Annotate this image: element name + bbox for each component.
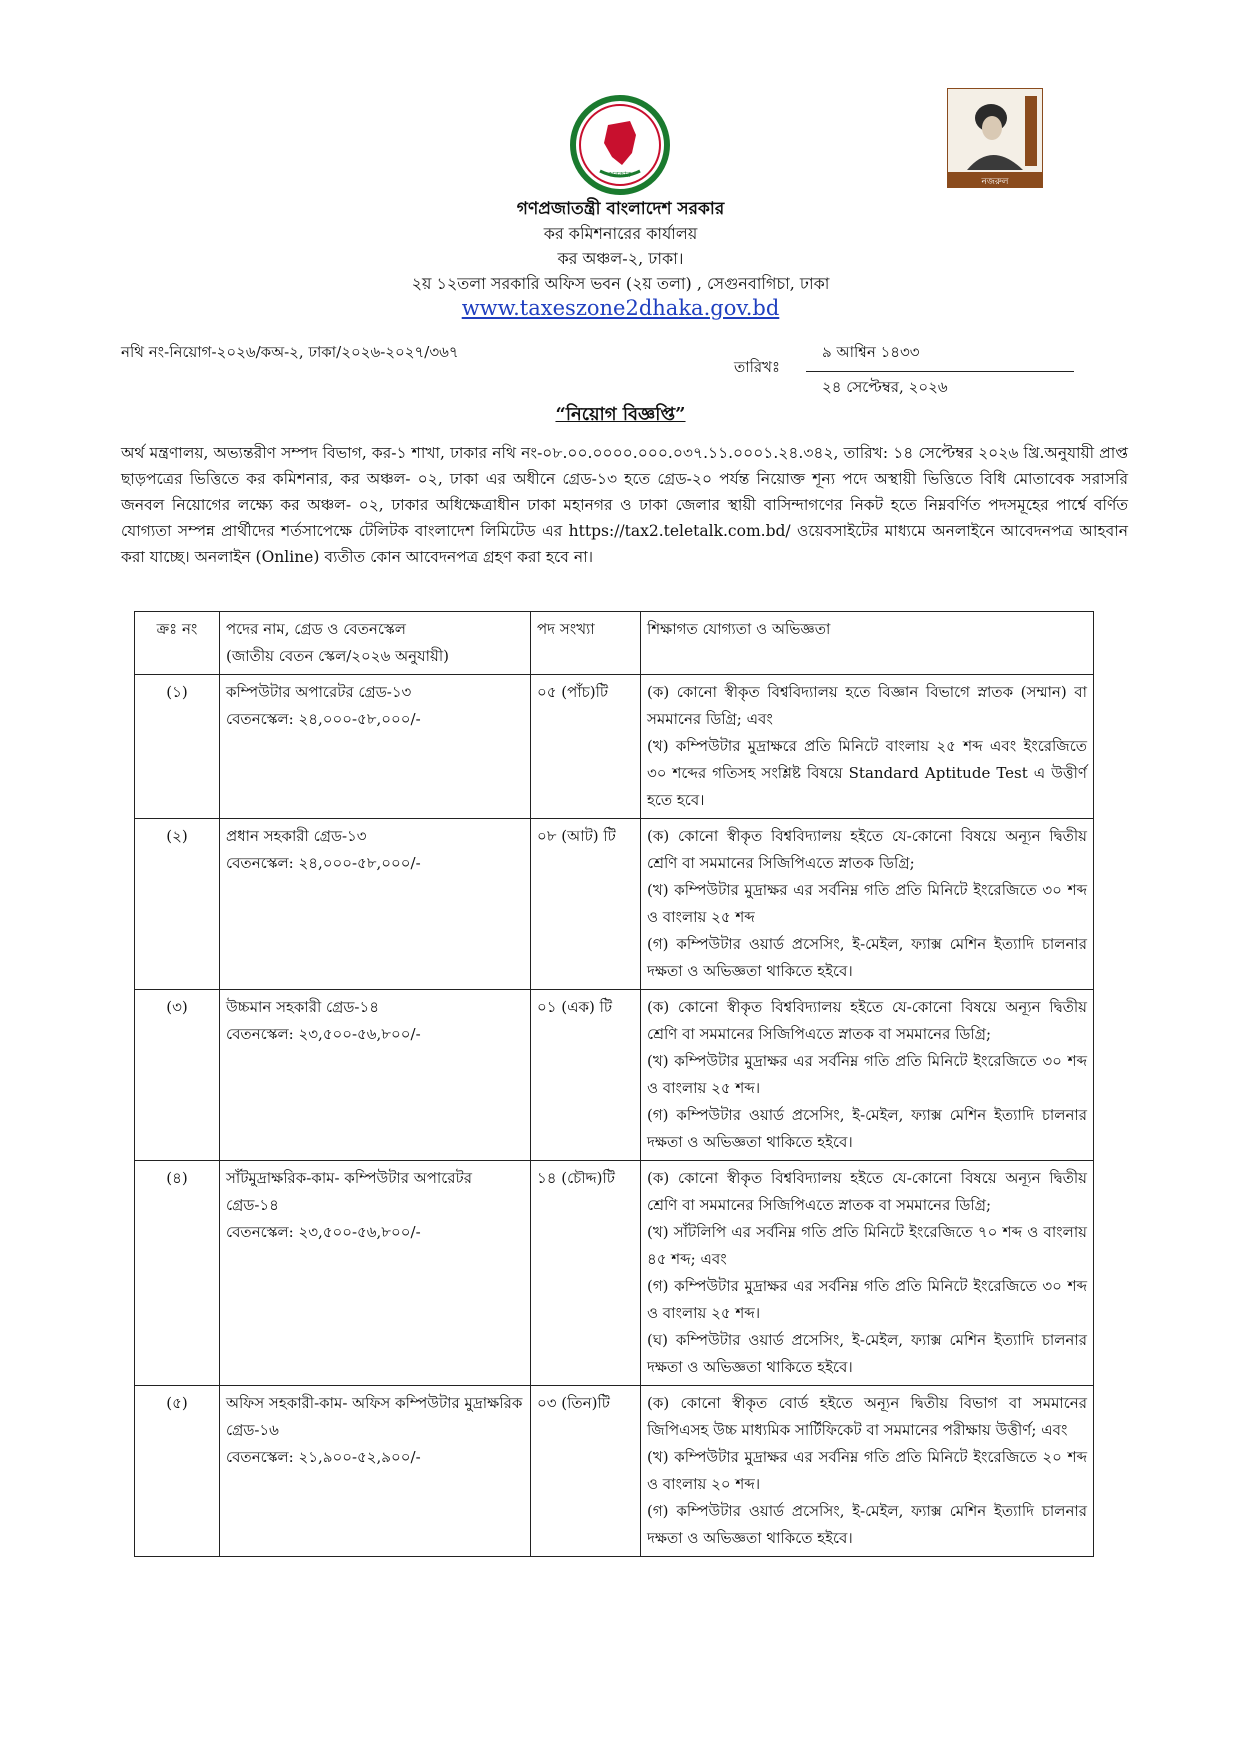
post-line: উচ্চমান সহকারী গ্রেড-১৪ [226, 998, 379, 1016]
post-line: বেতনস্কেল: ২১,৯০০-৫২,৯০০/- [226, 1448, 421, 1466]
date-divider [806, 371, 1074, 372]
table-row [135, 1161, 1094, 1386]
post-line: গ্রেড-১৬ [226, 1421, 279, 1439]
table-row [135, 990, 1094, 1161]
notice-title [0, 400, 1241, 431]
row-count: ০৩ (তিন)টি [531, 1386, 641, 1557]
post-line: বেতনস্কেল: ২৪,০০০-৫৮,০০০/- [226, 710, 421, 728]
qualification-item: (ক) কোনো স্বীকৃত বিশ্ববিদ্যালয় হতে বিজ্ঞান বিভাগে স্নাতক (সম্মান) বা সমমানের ডিগ্রি; এবং [647, 683, 1087, 728]
row-serial: (৩) [135, 990, 220, 1161]
qualification-item: (ক) কোনো স্বীকৃত বিশ্ববিদ্যালয় হইতে যে-কোনো বিষয়ে অন্যূন দ্বিতীয় শ্রেণি বা সমমানের সিজিপিএতে স্নাতক ডিগ্রি; [647, 827, 1087, 872]
table-row [135, 1386, 1094, 1557]
date-bangla: ৯ আশ্বিন ১৪৩৩ [822, 343, 920, 361]
row-serial: (৫) [135, 1386, 220, 1557]
qualification-item: (ঘ) কম্পিউটার ওয়ার্ড প্রসেসিং, ই-মেইল, ফ্যাক্স মেশিন ইত্যাদি চালনার দক্ষতা ও অভিজ্ঞতা থাকিতে হইবে। [647, 1331, 1087, 1376]
qualification-item: (গ) কম্পিউটার ওয়ার্ড প্রসেসিং, ই-মেইল, ফ্যাক্স মেশিন ইত্যাদি চালনার দক্ষতা ও অভিজ্ঞতা থাকিতে হইবে। [647, 1502, 1087, 1547]
office-address: ২য় ১২তলা সরকারি অফিস ভবন (২য় তলা) , সেগুনবাগিচা, ঢাকা [411, 274, 830, 293]
post-line: প্রধান সহকারী গ্রেড-১৩ [226, 827, 367, 845]
post-line: বেতনস্কেল: ২৩,৫০০-৫৬,৮০০/- [226, 1025, 421, 1043]
qualification-item: (খ) কম্পিউটার মুদ্রাক্ষর এর সর্বনিম্ন গতি প্রতি মিনিটে ইংরেজিতে ৩০ শব্দ ও বাংলায় ২৫ শব্দ [647, 881, 1087, 926]
qualification-item: (খ) কম্পিউটার মুদ্রাক্ষর এর সর্বনিম্ন গতি প্রতি মিনিটে ইংরেজিতে ৩০ শব্দ ও বাংলায় ২৫ শব্দ। [647, 1052, 1087, 1097]
table-row [135, 675, 1094, 819]
header-post [220, 612, 531, 675]
post-line: সাঁটমুদ্রাক্ষরিক-কাম- কম্পিউটার অপারেটর গ্রেড-১৪ [226, 1169, 472, 1214]
row-serial: (১) [135, 675, 220, 819]
office-name: কর কমিশনারের কার্যালয় [543, 224, 698, 243]
row-post [220, 1386, 531, 1557]
portrait-logo-text: নজরুল [981, 177, 1009, 187]
row-serial: (৪) [135, 1161, 220, 1386]
row-qualification [641, 819, 1094, 990]
qualification-item: (খ) সাঁটলিপি এর সর্বনিম্ন গতি প্রতি মিনিটে ইংরেজিতে ৭০ শব্দ ও বাংলায় ৪৫ শব্দ; এবং [647, 1223, 1087, 1268]
post-line: বেতনস্কেল: ২৩,৫০০-৫৬,৮০০/- [226, 1223, 421, 1241]
row-post [220, 675, 531, 819]
qualification-item: (ক) কোনো স্বীকৃত বোর্ড হইতে অন্যূন দ্বিতীয় বিভাগ বা সমমানের জিপিএসহ উচ্চ মাধ্যমিক সার্টিফিকেট বা সমমানের পরীক্ষায় উত্তীর্ণ; এবং [647, 1394, 1087, 1439]
qualification-item: (গ) কম্পিউটার ওয়ার্ড প্রসেসিং, ই-মেইল, ফ্যাক্স মেশিন ইত্যাদি চালনার দক্ষতা ও অভিজ্ঞতা থাকিতে হইবে। [647, 935, 1087, 980]
intro-paragraph: অর্থ মন্ত্রণালয়, অভ্যন্তরীণ সম্পদ বিভাগ, কর-১ শাখা, ঢাকার নথি নং-০৮.০০.০০০০.০০০.০৩৭.১১.০০০১.২৪.৩৪২, তারিখ: ১৪ সেপ্টেম্বর ২০২৬ খ্রি.অনুযায়ী প্রাপ্ত ছাড়পত্রের ভিত্তিতে কর কমিশনার, কর অঞ্চল- ০২, ঢাকা এর অধীনে গ্রেড-১৩ হতে গ্রেড-২০ পর্যন্ত নিয়োক্ত শূন্য পদে অস্থায়ী ভিত্তিতে বিধি মোতাবেক সরাসরি জনবল নিয়োগের লক্ষ্যে কর অঞ্চল- ০২, ঢাকার অধিক্ষেত্রাধীন ঢাকা মহানগর ও ঢাকা জেলার স্থায়ী বাসিন্দাগণের নিকট হতে নিম্নবর্ণিত পদসমূহের পার্শ্বে বর্ণিত যোগ্যতা সম্পন্ন প্রার্থীদের শর্তসাপেক্ষে টেলিটক বাংলাদেশ লিমিটেড এর https://tax2.teletalk.com.bd/ ওয়েবসাইটের মাধ্যমে অনলাইনে আবেদনপত্র আহবান করা যাচ্ছে। অনলাইন (Online) ব্যতীত কোন আবেদনপত্র গ্রহণ করা হবে না। [121, 444, 1128, 566]
govt-name: গণপ্রজাতন্ত্রী বাংলাদেশ সরকার [516, 199, 725, 219]
notice-title-text: “নিয়োগ বিজ্ঞপ্তি” [555, 404, 686, 425]
memo-number: নথি নং-নিয়োগ-২০২৬/কঅ-২, ঢাকা/২০২৬-২০২৭/৩৬৭ [121, 343, 459, 361]
row-count: ০৮ (আট) টি [531, 819, 641, 990]
header-qual: শিক্ষাগত যোগ্যতা ও অভিজ্ঞতা [641, 612, 1094, 675]
zone-name: কর অঞ্চল-২, ঢাকা। [557, 249, 684, 268]
qualification-item: (গ) কম্পিউটার ওয়ার্ড প্রসেসিং, ই-মেইল, ফ্যাক্স মেশিন ইত্যাদি চালনার দক্ষতা ও অভিজ্ঞতা থাকিতে হইবে। [647, 1106, 1087, 1151]
qualification-item: (ক) কোনো স্বীকৃত বিশ্ববিদ্যালয় হইতে যে-কোনো বিষয়ে অন্যূন দ্বিতীয় শ্রেণি বা সমমানের সিজিপিএতে স্নাতক বা সমমানের ডিগ্রি; [647, 998, 1087, 1043]
table-row [135, 819, 1094, 990]
website-link[interactable]: www.taxeszone2dhaka.gov.bd [461, 296, 780, 320]
row-count: ১৪ (চৌদ্দ)টি [531, 1161, 641, 1386]
row-count: ০৫ (পাঁচ)টি [531, 675, 641, 819]
govt-seal-icon [570, 95, 670, 195]
post-line: বেতনস্কেল: ২৪,০০০-৫৮,০০০/- [226, 854, 421, 872]
qualification-item: (খ) কম্পিউটার মুদ্রাক্ষর এর সর্বনিম্ন গতি প্রতি মিনিটে ইংরেজিতে ২০ শব্দ ও বাংলায় ২০ শব্দ। [647, 1448, 1087, 1493]
table-header-row [135, 612, 1094, 675]
posts-table [134, 611, 1094, 1557]
post-line: কম্পিউটার অপারেটর গ্রেড-১৩ [226, 683, 412, 701]
row-serial: (২) [135, 819, 220, 990]
row-count: ০১ (এক) টি [531, 990, 641, 1161]
row-qualification [641, 1161, 1094, 1386]
row-post [220, 819, 531, 990]
post-line: অফিস সহকারী-কাম- অফিস কম্পিউটার মুদ্রাক্ষরিক [226, 1394, 523, 1412]
qualification-item: (গ) কম্পিউটার মুদ্রাক্ষর এর সর্বনিম্ন গতি প্রতি মিনিটে ইংরেজিতে ৩০ শব্দ ও বাংলায় ২৫ শব্দ। [647, 1277, 1087, 1322]
seal-text: সরকার [608, 170, 632, 179]
row-post [220, 1161, 531, 1386]
portrait-logo-icon [947, 88, 1043, 188]
header-post-title: পদের নাম, গ্রেড ও বেতনস্কেল [226, 620, 406, 638]
row-qualification [641, 990, 1094, 1161]
header-post-sub: (জাতীয় বেতন স্কেল/২০২৬ অনুযায়ী) [226, 647, 449, 665]
date-label: তারিখঃ [734, 358, 780, 376]
qualification-item: (ক) কোনো স্বীকৃত বিশ্ববিদ্যালয় হইতে যে-কোনো বিষয়ে অন্যূন দ্বিতীয় শ্রেণি বা সমমানের সিজিপিএতে স্নাতক বা সমমানের ডিগ্রি; [647, 1169, 1087, 1214]
header-sl: ক্রঃ নং [135, 612, 220, 675]
row-post [220, 990, 531, 1161]
qualification-item: (খ) কম্পিউটার মুদ্রাক্ষরে প্রতি মিনিটে বাংলায় ২৫ শব্দ এবং ইংরেজিতে ৩০ শব্দের গতিসহ সংশ্লিষ্ট বিষয়ে Standard Aptitude Test এ উত্তীর্ণ হতে হবে। [647, 737, 1087, 809]
row-qualification [641, 675, 1094, 819]
header-count: পদ সংখ্যা [531, 612, 641, 675]
row-qualification [641, 1386, 1094, 1557]
date-english: ২৪ সেপ্টেম্বর, ২০২৬ [822, 378, 948, 396]
